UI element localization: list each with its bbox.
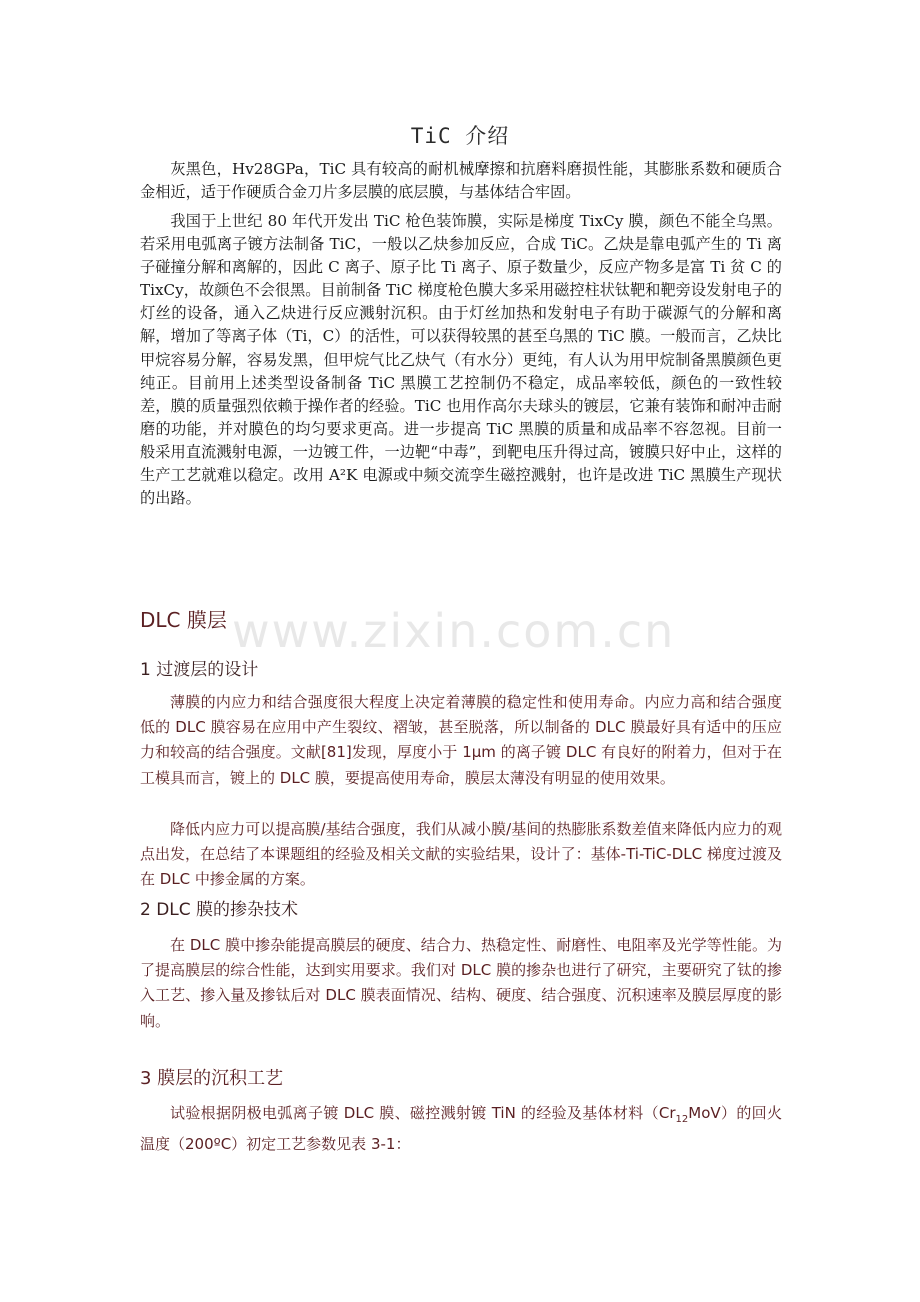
tic-paragraph-2: 我国于上世纪 80 年代开发出 TiC 枪色装饰膜，实际是梯度 TixCy 膜，颜色不能全乌黑。若采用电弧离子镀方法制备 TiC，一般以乙炔参加反应，合成 TiC。乙炔是靠电弧产生的 Ti 离子碰撞分解和离解的，因此 C 离子、原子比 Ti 离子、原子数量少，反应产物多是富 Ti 贫 C 的 TixCy，故颜色不会很黑。目前制备 TiC 梯度枪色膜大多采用磁控柱状钛靶和靶旁设发射电子的灯丝的设备，通入乙炔进行反应溅射沉积。由于灯丝加热和发射电子有助于碳源气的分解和离解，增加了等离子体（Ti，C）的活性，可以获得较黑的甚至乌黑的 TiC 膜。一般而言，乙炔比甲烷容易分解，容易发黑，但甲烷气比乙炔气（有水分）更纯，有人认为用甲烷制备黑膜颜色更纯正。目前用上述类型设备制备 TiC 黑膜工艺控制仍不稳定，成品率较低，颜色的一致性较差，膜的质量强烈依赖于操作者的经验。TiC 也用作高尔夫球头的镀层，它兼有装饰和耐冲击耐磨的功能，并对膜色的均匀要求更高。进一步提高 TiC 黑膜的质量和成品率不容忽视。目前一般采用直流溅射电源，一边镀工件，一边靶“中毒”，到靶电压升得过高，镀膜只好中止，这样的生产工艺就难以稳定。改用 A²K 电源或中频交流孪生磁控溅射，也许是改进 TiC 黑膜生产现状的出路。 [140,212,782,508]
section-3-text-b: MoV）的回火温度（200ºC）初定工艺参数见表 3-1： [140,1104,782,1154]
page-title: TiC 介绍 [410,124,510,148]
section-2-heading: 2 DLC 膜的掺杂技术 [140,900,299,920]
section-3-heading: 3 膜层的沉积工艺 [140,1068,284,1089]
section-1-heading: 1 过渡层的设计 [140,660,259,680]
dlc-heading: DLC 膜层 [140,608,227,632]
section-2-paragraph: 在 DLC 膜中掺杂能提高膜层的硬度、结合力、热稳定性、耐磨性、电阻率及光学等性能。为了提高膜层的综合性能，达到实用要求。我们对 DLC 膜的掺杂也进行了研究，主要研究了钛的掺入工艺、掺入量及掺钛后对 DLC 膜表面情况、结构、硬度、结合强度、沉积速率及膜层厚度的影响。 [140,936,782,1030]
section-3-paragraph [140,1101,782,1157]
tic-paragraph-1: 灰黑色，Hv28GPa，TiC 具有较高的耐机械摩擦和抗磨料磨损性能，其膨胀系数和硬质合金相近，适于作硬质合金刀片多层膜的底层膜，与基体结合牢固。 [140,160,782,202]
subscript-12: 12 [675,1114,689,1125]
section-3-text-a: 试验根据阴极电弧离子镀 DLC 膜、磁控溅射镀 TiN 的经验及基体材料（Cr [170,1104,676,1122]
watermark-text: www.zixin.com.cn [232,604,676,658]
section-1-paragraph-1: 薄膜的内应力和结合强度很大程度上决定着薄膜的稳定性和使用寿命。内应力高和结合强度低的 DLC 膜容易在应用中产生裂纹、褶皱，甚至脱落，所以制备的 DLC 膜最好具有适中的压应力和较高的结合强度。文献[81]发现，厚度小于 1μm 的离子镀 DLC 有良好的附着力，但对于在工模具而言，镀上的 DLC 膜，要提高使用寿命，膜层太薄没有明显的使用效果。 [140,693,782,787]
section-1-paragraph-2: 降低内应力可以提高膜/基结合强度，我们从减小膜/基间的热膨胀系数差值来降低内应力的观点出发，在总结了本课题组的经验及相关文献的实验结果，设计了：基体-Ti-TiC-DLC 梯度过渡及在 DLC 中掺金属的方案。 [140,820,782,889]
